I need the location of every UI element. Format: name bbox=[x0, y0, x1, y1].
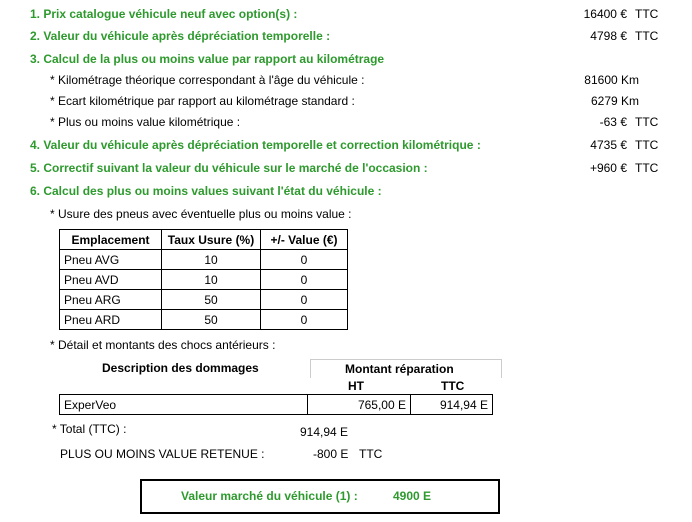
section-1-unit: TTC bbox=[635, 7, 659, 21]
section-6-label: 6. Calcul des plus ou moins values suivant l'état du véhicule : bbox=[30, 184, 382, 198]
market-value-value: 4900 E bbox=[393, 489, 432, 503]
table-row bbox=[60, 395, 493, 415]
section-2-unit: TTC bbox=[635, 29, 659, 43]
tire-location: Pneu ARG bbox=[60, 290, 162, 310]
section-3-label: 3. Calcul de la plus ou moins value par rapport au kilométrage bbox=[30, 52, 385, 66]
tire-value: 0 bbox=[261, 250, 348, 270]
tire-wear: 10 bbox=[162, 270, 261, 290]
damage-ttc: 914,94 E bbox=[411, 395, 493, 415]
retained-unit: TTC bbox=[359, 447, 383, 461]
tire-location: Pneu ARD bbox=[60, 310, 162, 330]
retained-value: -800 E bbox=[313, 447, 349, 461]
km-value-unit: TTC bbox=[635, 115, 659, 129]
damage-ht-header: HT bbox=[348, 379, 364, 393]
retained-label: PLUS OU MOINS VALUE RETENUE : bbox=[60, 447, 265, 461]
damage-amount-header: Montant réparation bbox=[345, 362, 454, 376]
section-4-label: 4. Valeur du véhicule après dépréciation temporelle et correction kilométrique : bbox=[30, 138, 481, 152]
tire-value: 0 bbox=[261, 270, 348, 290]
tire-value: 0 bbox=[261, 310, 348, 330]
damage-description: ExperVeo bbox=[60, 395, 308, 415]
table-row bbox=[60, 250, 348, 270]
table-row bbox=[60, 290, 348, 310]
section-1-value: 16400 € bbox=[583, 7, 627, 21]
tires-table bbox=[59, 229, 348, 330]
damage-total-label: * Total (TTC) : bbox=[52, 422, 127, 436]
table-row bbox=[60, 270, 348, 290]
km-theoretical-value: 81600 Km bbox=[584, 73, 639, 87]
km-value-value: -63 € bbox=[599, 115, 627, 129]
damage-ttc-header: TTC bbox=[441, 379, 465, 393]
damage-total-value: 914,94 E bbox=[300, 425, 349, 439]
tires-title: * Usure des pneus avec éventuelle plus ou moins value : bbox=[50, 207, 352, 221]
tires-header-wear: Taux Usure (%) bbox=[162, 230, 261, 250]
km-value-label: * Plus ou moins value kilométrique : bbox=[50, 115, 241, 129]
damage-ht: 765,00 E bbox=[308, 395, 411, 415]
section-5-unit: TTC bbox=[635, 161, 659, 175]
damage-table bbox=[59, 394, 493, 415]
km-theoretical-label: * Kilométrage théorique correspondant à l'âge du véhicule : bbox=[50, 73, 365, 87]
tire-wear: 50 bbox=[162, 290, 261, 310]
tires-header-location: Emplacement bbox=[60, 230, 162, 250]
tire-wear: 10 bbox=[162, 250, 261, 270]
section-5-value: +960 € bbox=[589, 161, 627, 175]
km-gap-value: 6279 Km bbox=[590, 94, 639, 108]
table-row bbox=[60, 310, 348, 330]
tire-location: Pneu AVG bbox=[60, 250, 162, 270]
tire-location: Pneu AVD bbox=[60, 270, 162, 290]
section-1-label: 1. Prix catalogue véhicule neuf avec option(s) : bbox=[30, 7, 298, 21]
section-4-value: 4735 € bbox=[590, 138, 627, 152]
tires-header-value: +/- Value (€) bbox=[261, 230, 348, 250]
section-4-unit: TTC bbox=[635, 138, 659, 152]
tire-value: 0 bbox=[261, 290, 348, 310]
section-2-label: 2. Valeur du véhicule après dépréciation temporelle : bbox=[30, 29, 331, 43]
section-5-label: 5. Correctif suivant la valeur du véhicule sur le marché de l'occasion : bbox=[30, 161, 428, 175]
market-value-label: Valeur marché du véhicule (1) : bbox=[181, 489, 358, 503]
damage-title: * Détail et montants des chocs antérieurs : bbox=[50, 338, 276, 352]
section-2-value: 4798 € bbox=[590, 29, 627, 43]
damage-desc-header: Description des dommages bbox=[102, 361, 259, 375]
tire-wear: 50 bbox=[162, 310, 261, 330]
km-gap-label: * Ecart kilométrique par rapport au kilométrage standard : bbox=[50, 94, 355, 108]
